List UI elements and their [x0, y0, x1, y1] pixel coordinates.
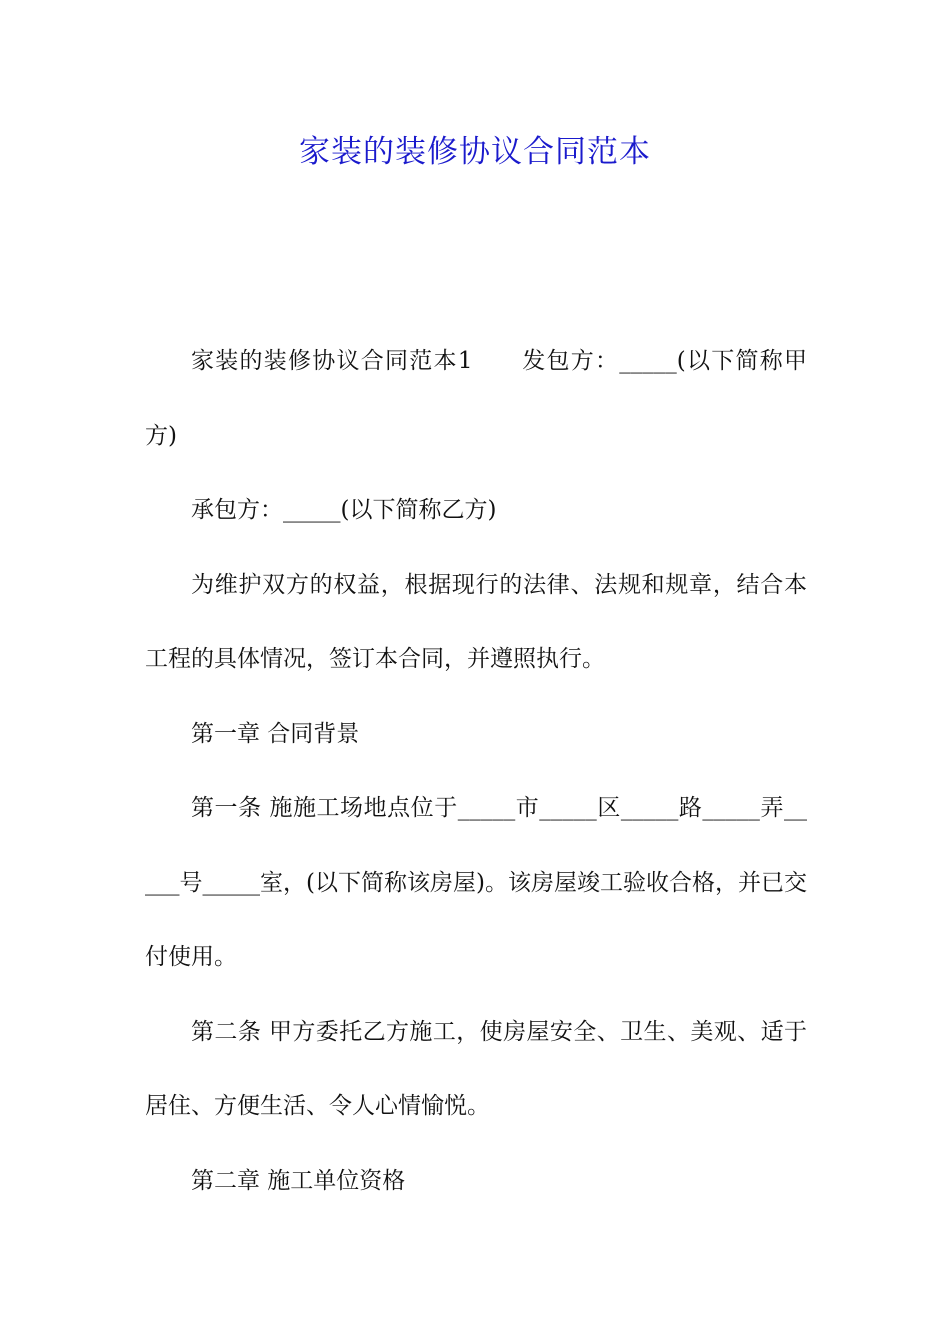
paragraph-contractor: 承包方：_____(以下简称乙方) — [191, 497, 497, 523]
document-title: 家装的装修协议合同范本 — [299, 134, 651, 170]
chapter-heading-1: 第一章 合同背景 — [191, 720, 360, 747]
paragraph-parties-intro: 家装的装修协议合同范本1 发包方：_____(以下简称甲方) — [145, 348, 807, 449]
document-body — [145, 324, 807, 1218]
paragraph-purpose: 为维护双方的权益，根据现行的法律、法规和规章，结合本工程的具体情况，签订本合同，并遵照执行。 — [145, 571, 807, 672]
article-1: 第一条 施施工场地点位于_____市_____区_____路_____弄_____号_____室，(以下简称该房屋)。该房屋竣工验收合格，并已交付使用。 — [145, 795, 807, 970]
article-2: 第二条 甲方委托乙方施工，使房屋安全、卫生、美观、适于居住、方便生活、令人心情愉悦。 — [145, 1018, 807, 1119]
chapter-heading-2: 第二章 施工单位资格 — [191, 1167, 406, 1194]
